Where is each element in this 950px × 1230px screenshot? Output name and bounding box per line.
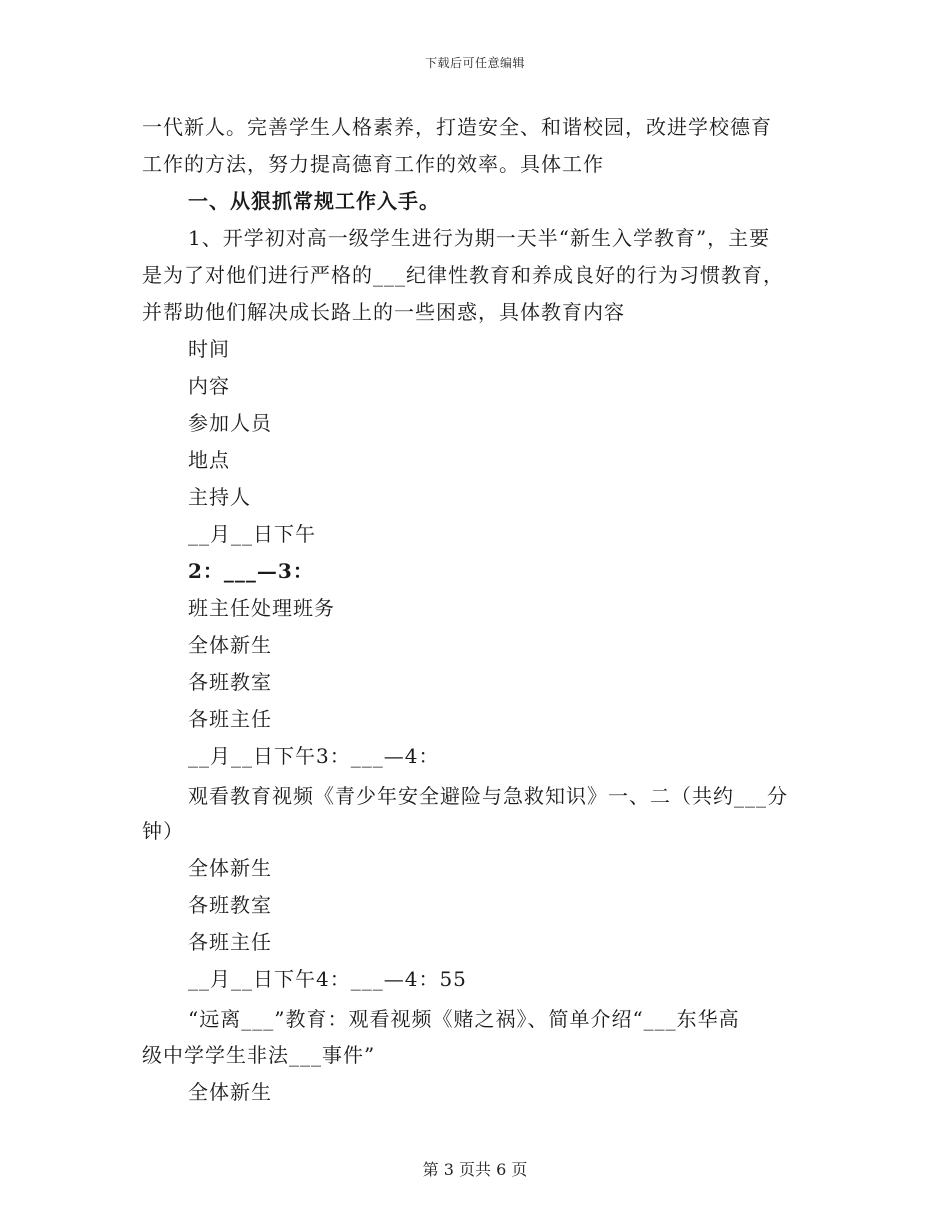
schedule-participants: 全体新生 <box>188 856 272 880</box>
page-footer: 第 3 页共 6 页 <box>422 1160 528 1179</box>
schedule-time: 2：___—3： <box>188 559 314 583</box>
schedule-time: __月__日下午 <box>188 522 316 546</box>
table-field-label: 内容 <box>188 374 230 398</box>
schedule-participants: 全体新生 <box>188 633 272 657</box>
schedule-participants: 全体新生 <box>188 1080 272 1104</box>
table-field-label: 参加人员 <box>188 411 272 435</box>
schedule-content: 钟） <box>142 819 184 843</box>
paragraph-line: 一代新人。完善学生人格素养，打造安全、和谐校园，改进学校德育 <box>142 115 772 139</box>
section-heading: 一、从狠抓常规工作入手。 <box>188 189 440 213</box>
schedule-host: 各班主任 <box>188 707 272 731</box>
paragraph-line: 工作的方法，努力提高德育工作的效率。具体工作 <box>142 152 604 176</box>
schedule-location: 各班教室 <box>188 670 272 694</box>
schedule-content: 班主任处理班务 <box>188 596 335 620</box>
paragraph-line: 是为了对他们进行严格的___纪律性教育和养成良好的行为习惯教育， <box>142 263 784 287</box>
schedule-content: 级中学学生非法___事件” <box>142 1043 376 1067</box>
schedule-time: __月__日下午3：___—4： <box>188 744 440 768</box>
paragraph-line: 1、开学初对高一级学生进行为期一天半“新生入学教育”，主要 <box>188 226 771 250</box>
table-field-label: 时间 <box>188 337 230 361</box>
schedule-content: 观看教育视频《青少年安全避险与急救知识》一、二（共约___分 <box>188 784 788 808</box>
schedule-host: 各班主任 <box>188 930 272 954</box>
schedule-location: 各班教室 <box>188 893 272 917</box>
paragraph-line: 并帮助他们解决成长路上的一些困惑，具体教育内容 <box>142 300 625 324</box>
schedule-content: “远离___”教育：观看视频《赌之祸》、简单介绍“___东华高 <box>188 1007 740 1031</box>
page-header: 下载后可任意编辑 <box>424 56 525 70</box>
table-field-label: 地点 <box>188 448 230 472</box>
table-field-label: 主持人 <box>188 485 251 509</box>
schedule-time: __月__日下午4：___—4：55 <box>188 967 467 991</box>
